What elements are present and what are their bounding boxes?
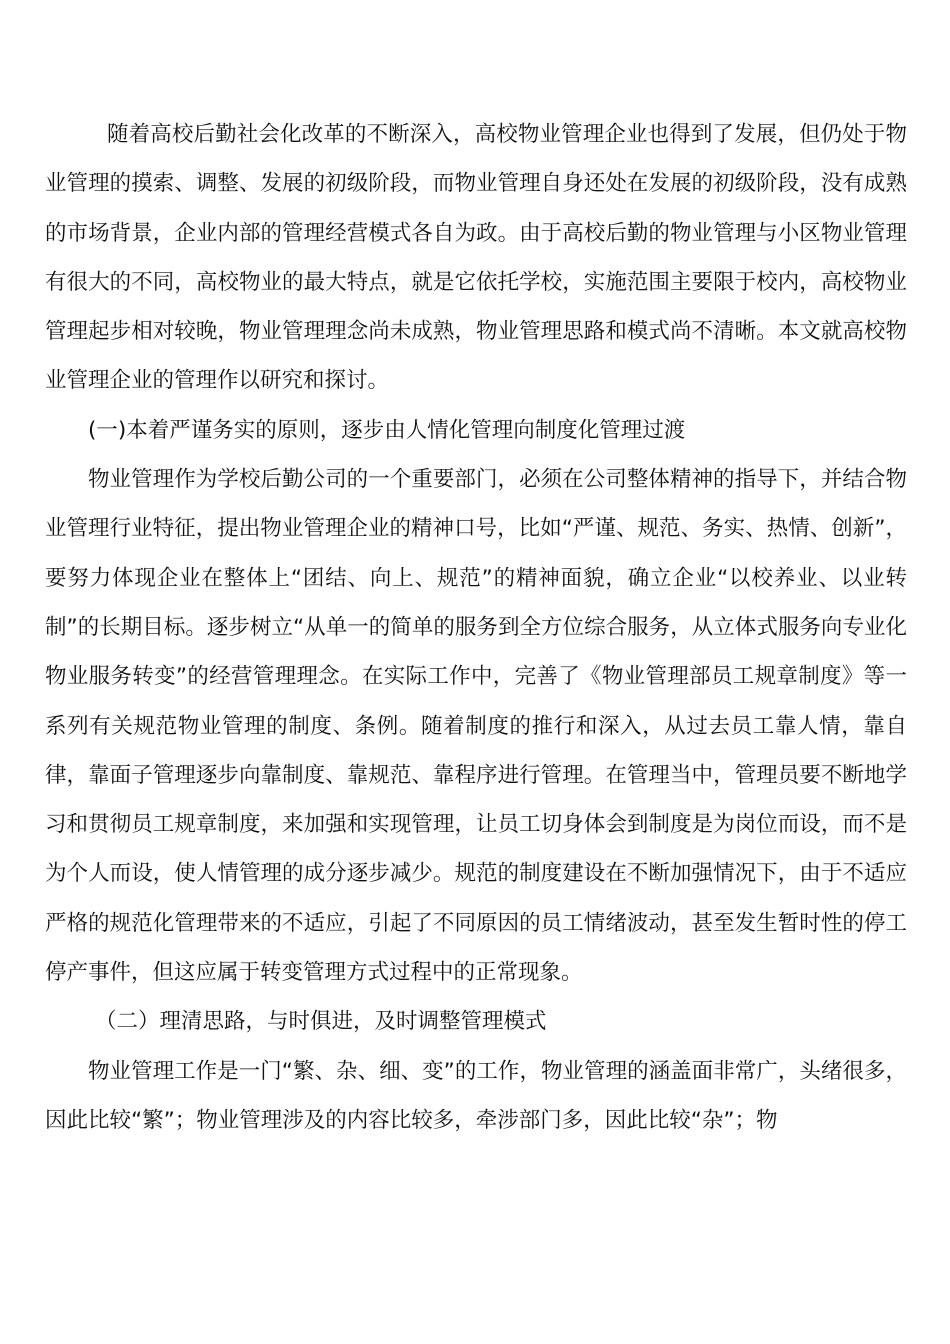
section-2-paragraph: 物业管理工作是一门“繁、杂、细、变”的工作，物业管理的涵盖面非常广，头绪很多，因此比较“繁”；物业管理涉及的内容比较多，牵涉部门多，因此比较“杂”；物 — [45, 1058, 907, 1133]
section-1-paragraph: 物业管理作为学校后勤公司的一个重要部门，必须在公司整体精神的指导下，并结合物业管理行业特征，提出物业管理企业的精神口号，比如“严谨、规范、务实、热情、创新”，要努力体现企业在整体上“团结、向上、规范”的精神面貌，确立企业“以校养业、以业转制”的长期目标。逐步树立“从单一的简单的服务到全方位综合服务，从立体式服务向专业化物业服务转变”的经营管理理念。在实际工作中，完善了《物业管理部员工规章制度》等一系列有关规范物业管理的制度、条例。随着制度的推行和深入，从过去员工靠人情，靠自律，靠面子管理逐步向靠制度、靠规范、靠程序进行管理。在管理当中，管理员要不断地学习和贯彻员工规章制度，来加强和实现管理，让员工切身体会到制度是为岗位而设，而不是为个人而设，使人情管理的成分逐步减少。规范的制度建设在不断加强情况下，由于不适应严格的规范化管理带来的不适应，引起了不同原因的员工情绪波动，甚至发生暂时性的停工停产事件，但这应属于转变管理方式过程中的正常现象。 — [45, 467, 907, 986]
section-heading-1: (一)本着严谨务实的原则，逐步由人情化管理向制度化管理过渡 — [88, 417, 686, 443]
section-heading-2: （二）理清思路，与时俱进，及时调整管理模式 — [95, 1009, 547, 1035]
intro-paragraph: 随着高校后勤社会化改革的不断深入，高校物业管理企业也得到了发展，但仍处于物业管理的摸索、调整、发展的初级阶段，而物业管理自身还处在发展的初级阶段，没有成熟的市场背景，企业内部的管理经营模式各自为政。由于高校后勤的物业管理与小区物业管理有很大的不同，高校物业的最大特点，就是它依托学校，实施范围主要限于校内，高校物业管理起步相对较晚，物业管理理念尚未成熟，物业管理思路和模式尚不清晰。本文就高校物业管理企业的管理作以研究和探讨。 — [45, 122, 907, 394]
document-page — [45, 110, 907, 1145]
